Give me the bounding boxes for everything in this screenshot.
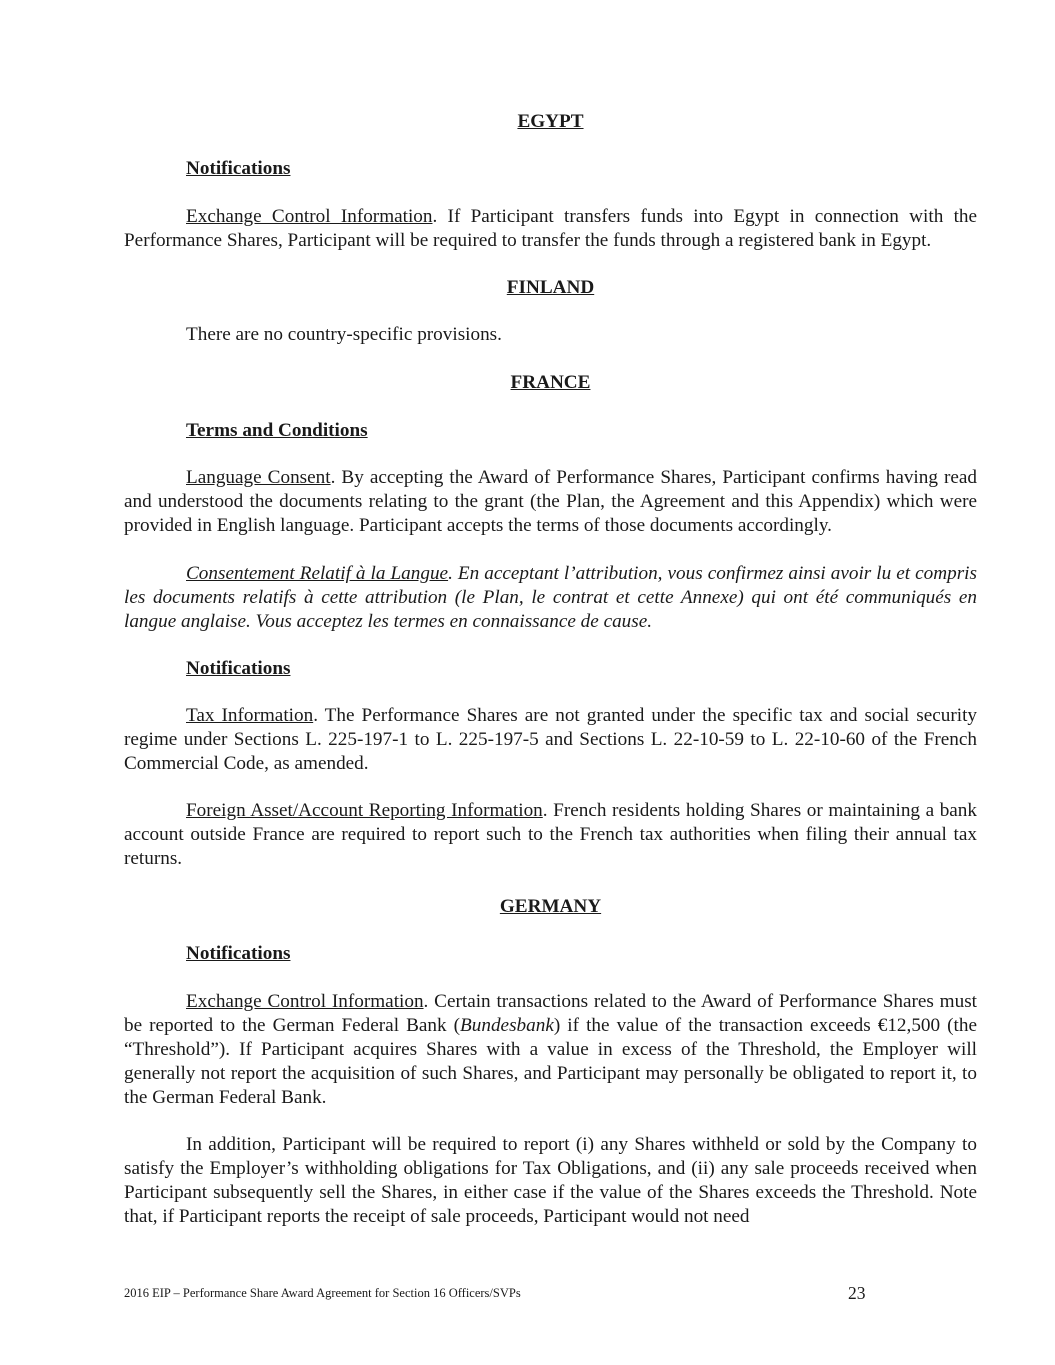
paragraph-germany-additional-reporting (124, 1133, 977, 1229)
paragraph-text: . French residents holding Shares or maintaining a bank account outside France are required to report such to the French tax authorities when filing their annual tax returns. (124, 800, 977, 869)
paragraph-text: There are no country-specific provisions. (186, 324, 502, 345)
heading-germany: GERMANY (499, 896, 602, 917)
lead-term: Exchange Control Information (186, 206, 433, 227)
lead-term: Foreign Asset/Account Reporting Information (186, 800, 543, 821)
lead-term: Tax Information (186, 705, 314, 726)
lead-term: Language Consent (186, 467, 331, 488)
paragraph-egypt-exchange-control (124, 205, 977, 253)
subheading-france-terms: Terms and Conditions (186, 420, 368, 441)
heading-finland: FINLAND (506, 277, 595, 298)
subheading-egypt-notifications: Notifications (186, 158, 291, 179)
paragraph-text: In addition, Participant will be required to report (i) any Shares withheld or sold by the Company to satisfy the Employer’s withholding obligations for Tax Obligations, and (ii) any sale proceeds received when Participant subsequently sell the Shares, in either case if the value of the Shares exceeds the Threshold. Note that, if Participant reports the receipt of sale proceeds, Participant would not need (124, 1134, 977, 1227)
paragraph-text: . The Performance Shares are not granted under the specific tax and social security regime under Sections L. 225-197-1 to L. 225-197-5 and Sections L. 22-10-59 to L. 22-10-60 of the French Commercial Code, as amended. (124, 705, 978, 774)
paragraph-text: . If Participant transfers funds into Egypt in connection with the Performance Shares, Participant will be required to transfer the funds through a registered bank in Egypt. (124, 206, 978, 251)
paragraph-france-foreign-asset (124, 799, 977, 871)
lead-term: Exchange Control Information (186, 991, 424, 1012)
page-number: 23 (848, 1283, 866, 1303)
paragraph-france-language-consent (124, 466, 977, 538)
paragraph-finland (124, 323, 977, 347)
heading-france: FRANCE (510, 372, 591, 393)
footer-title: 2016 EIP – Performance Share Award Agreement for Section 16 Officers/SVPs (124, 1286, 521, 1300)
italic-term: Bundesbank (460, 1015, 554, 1036)
subheading-france-notifications: Notifications (186, 658, 291, 679)
paragraph-text: . Certain transactions related to the Award of Performance Shares must be reported to the German Federal Bank ( (124, 991, 977, 1036)
paragraph-france-consentement (124, 562, 977, 634)
paragraph-text: ) if the value of the transaction exceeds €12,500 (the “Threshold”). If Participant acquires Shares with a value in excess of the Threshold, the Employer will generally not report the acquisition of such Shares, and Participant may personally be obligated to report it, to the German Federal Bank. (124, 1015, 977, 1108)
subheading-germany-notifications: Notifications (186, 943, 291, 964)
paragraph-france-tax (124, 704, 977, 776)
lead-term: Consentement Relatif à la Langue (186, 563, 449, 584)
paragraph-germany-exchange-control (124, 990, 977, 1110)
paragraph-text: . By accepting the Award of Performance Shares, Participant confirms having read and understood the documents relating to the grant (the Plan, the Agreement and this Appendix) which were provided in English language. Participant accepts the terms of those documents accordingly. (124, 467, 977, 536)
heading-egypt: EGYPT (517, 111, 584, 132)
paragraph-text: . En acceptant l’attribution, vous confirmez ainsi avoir lu et compris les documents relatifs à cette attribution (le Plan, le contrat et cette Annexe) qui ont été communiqués en langue anglaise. Vous acceptez les termes en connaissance de cause. (124, 563, 977, 632)
